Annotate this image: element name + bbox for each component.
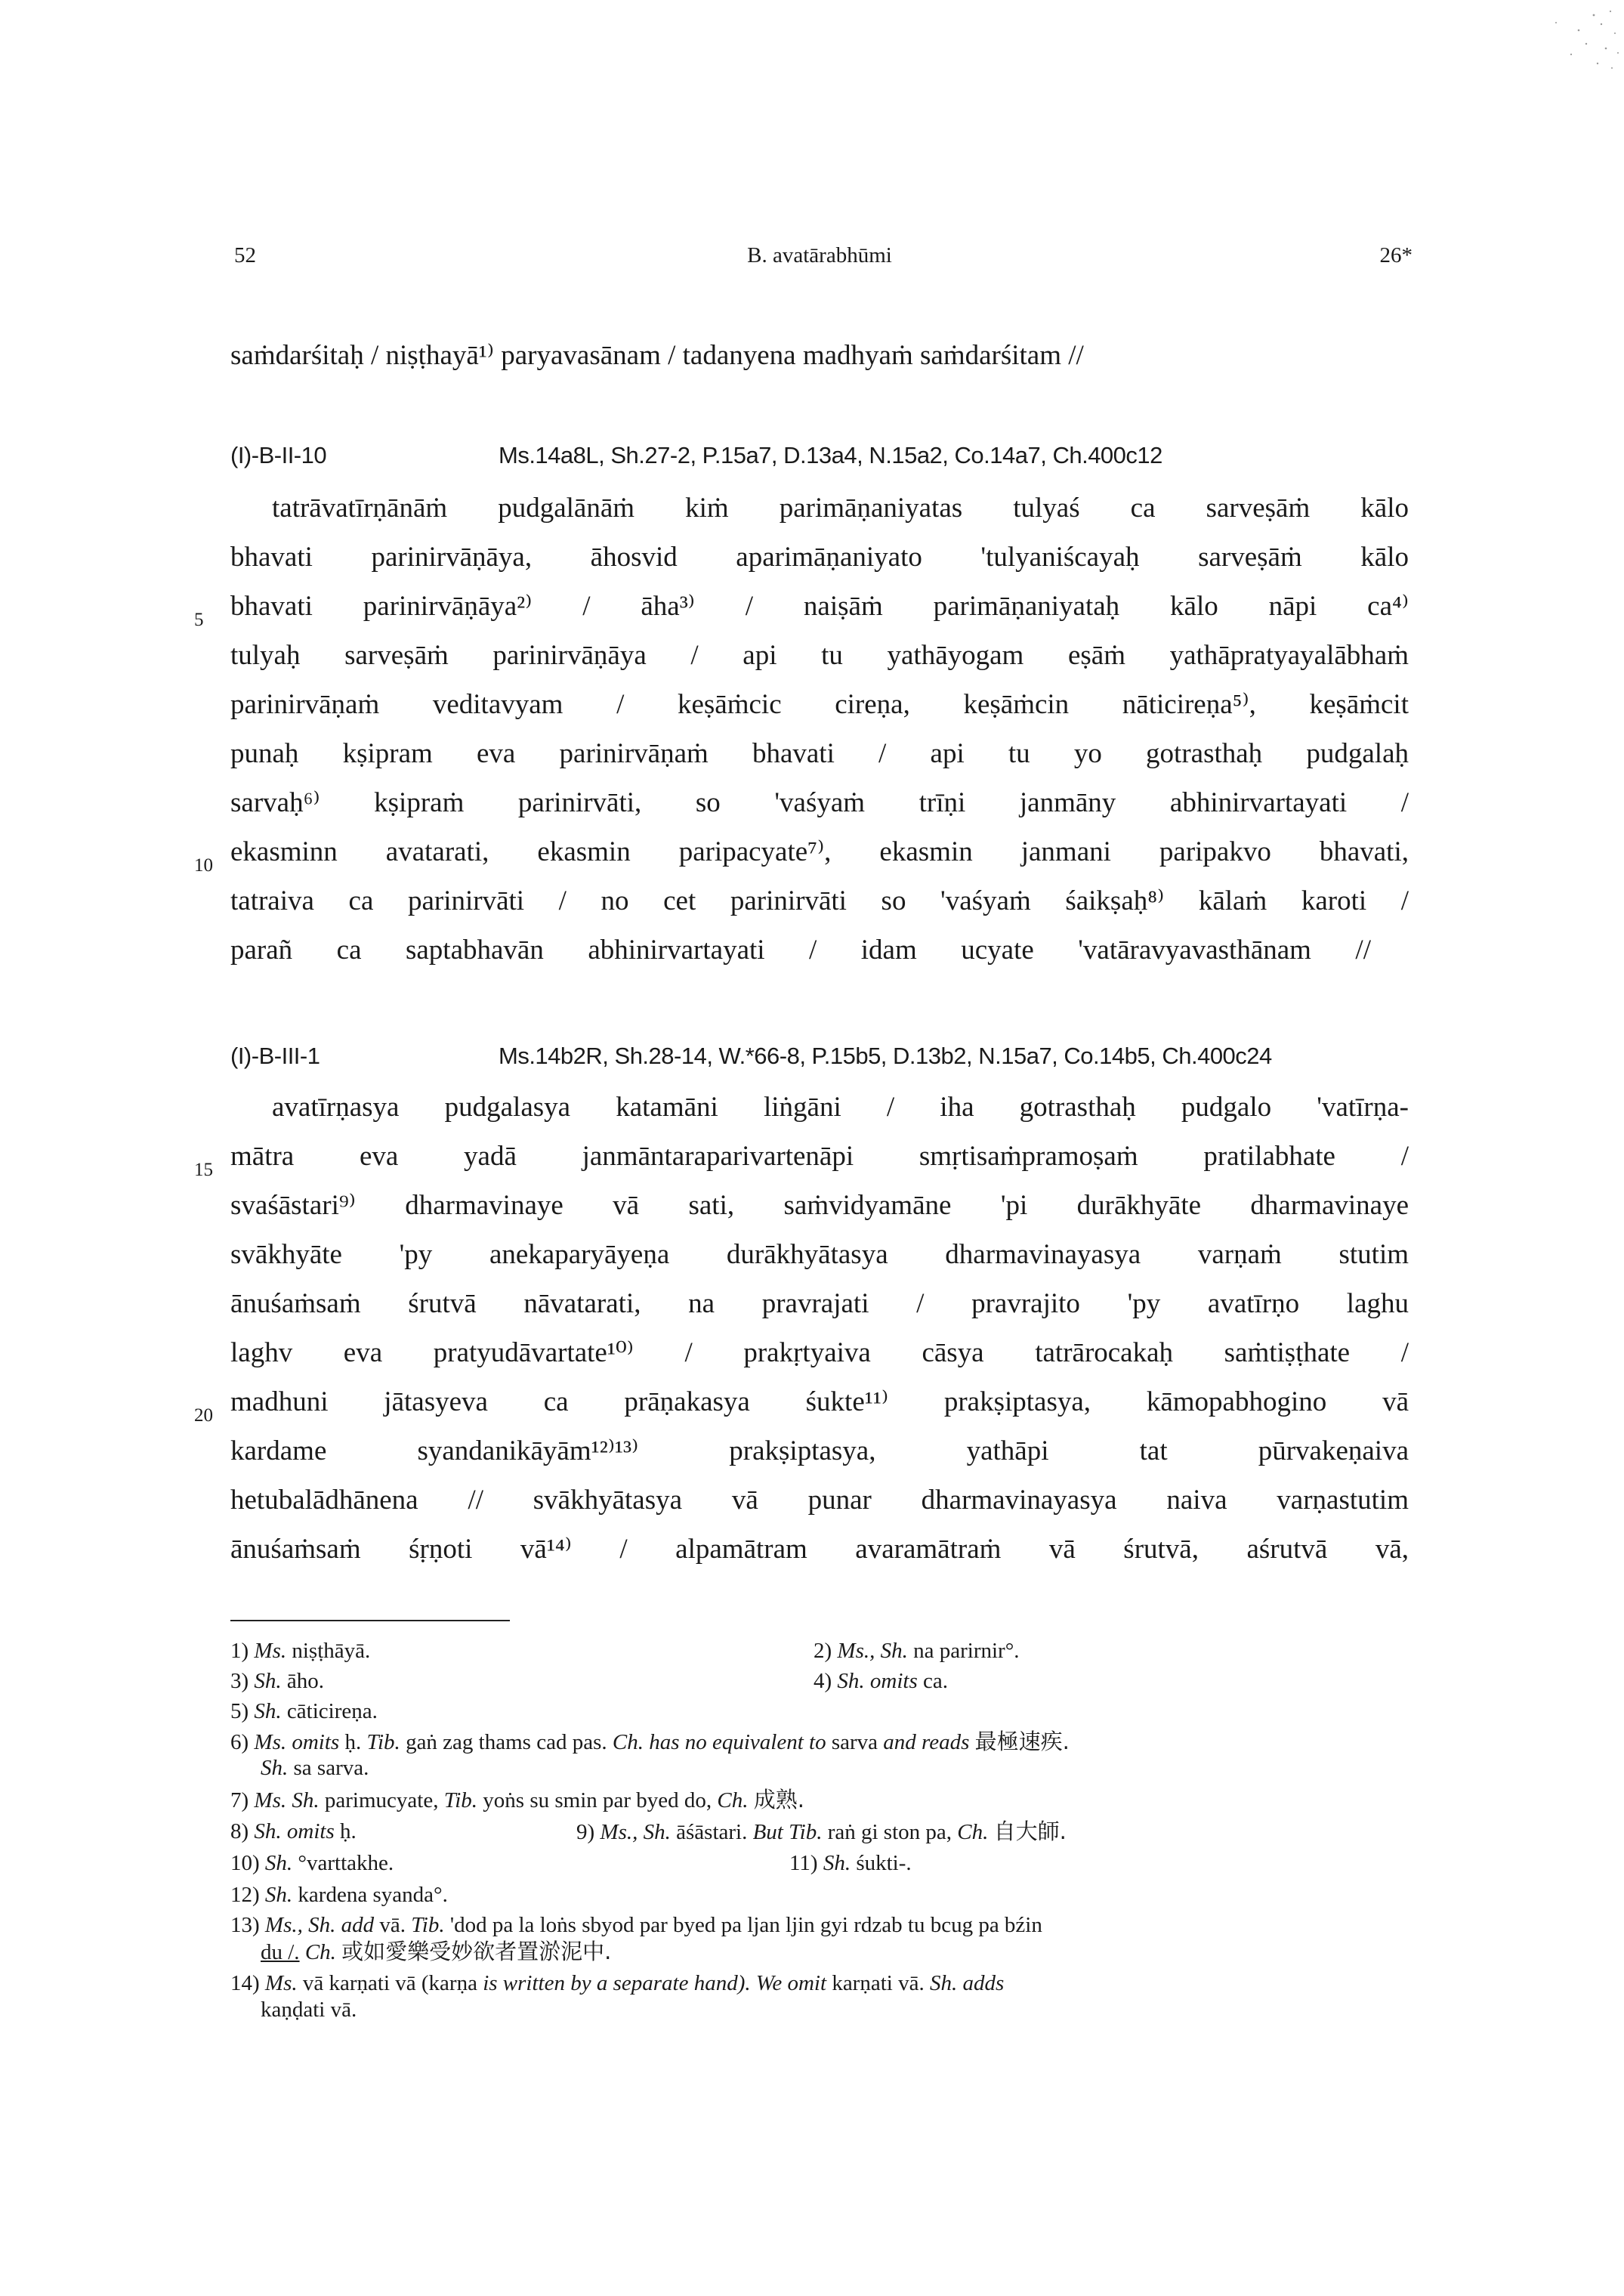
text-line: svaśāstari⁹⁾ dharmavinaye vā sati, saṁvidyamāne 'pi durākhyāte dharmavinaye — [230, 1190, 1409, 1221]
chapter-title: B. avatārabhūmi — [747, 243, 892, 267]
text-line: tulyaḥ sarveṣāṁ parinirvāṇāya / api tu yathāyogam eṣāṁ yathāpratyayalābhaṁ — [230, 640, 1409, 671]
footnote-witness: Sh. adds — [929, 1971, 1005, 1995]
text-line: tatrāvatīrṇānāṁ pudgalānāṁ kiṁ parimāṇaniyatas tulyaś ca sarveṣāṁ kālo — [272, 493, 1409, 524]
footnote-number: 8) — [230, 1819, 249, 1843]
footnote-continuation — [261, 1755, 369, 1781]
running-head — [227, 243, 1413, 281]
footnote-text: ca. — [923, 1669, 949, 1693]
text-line: hetubalādhānena // svākhyātasya vā punar dharmavinayasya naiva varṇastutim — [230, 1485, 1409, 1516]
footnote-number: 7) — [230, 1788, 249, 1812]
footnote-text: °varttakhe. — [298, 1851, 394, 1875]
text-line: mātra eva yadā janmāntaraparivartenāpi smṛtisaṁpramoṣaṁ pratilabhate / — [230, 1141, 1409, 1172]
line-number: 10 — [194, 855, 213, 876]
footnote-witness: Ch. — [717, 1788, 749, 1812]
text-line: parañ ca saptabhavān abhinirvartayati / idam ucyate 'vatāravyavasthānam // — [230, 935, 1371, 966]
text-line: bhavati parinirvāṇāya²⁾ / āha³⁾ / naiṣāṁ parimāṇaniyataḥ kālo nāpi ca⁴⁾ — [230, 591, 1409, 622]
line-number: 5 — [194, 610, 204, 630]
footnote-number: 10) — [230, 1851, 260, 1875]
footnote-witness: Ch. — [304, 1940, 336, 1964]
footnote-number: 9) — [576, 1820, 595, 1844]
footnote-text: du /. — [261, 1940, 300, 1964]
footnote-text: na parirnir°. — [913, 1639, 1020, 1663]
footnote-witness: Sh. — [261, 1756, 289, 1780]
footnote-witness: Ms. — [264, 1971, 298, 1995]
text-line: svākhyāte 'py anekaparyāyeṇa durākhyātasya dharmavinayasya varṇaṁ stutim — [230, 1239, 1409, 1270]
footnote — [576, 1819, 1067, 1846]
footnote-text: raṅ gi ston pa, — [827, 1820, 952, 1844]
footnote — [789, 1850, 912, 1877]
footnote-witness: But Tib. — [752, 1820, 823, 1844]
footnote-text: niṣṭhāyā. — [292, 1639, 371, 1663]
text-line: laghv eva pratyudāvartate¹⁰⁾ / prakṛtyaiva cāsya tatrārocakaḥ saṁtiṣṭhate / — [230, 1337, 1409, 1368]
footnote-witness: Sh. — [823, 1851, 851, 1875]
footnote-text: ḥ. — [344, 1730, 362, 1754]
footnote-continuation — [261, 1939, 611, 1966]
footnote-number: 1) — [230, 1639, 249, 1663]
footnote-witness: Ms. — [254, 1639, 287, 1663]
footnote-witness: Ch. has no equivalent to — [612, 1730, 826, 1754]
footnote — [230, 1912, 1042, 1939]
footnote-rule — [230, 1620, 510, 1621]
footnote — [230, 1970, 1004, 1997]
footnote-text: 'dod pa la loṅs sbyod par byed pa ljan ljin gyi rdzab tu bcug pa bźin — [449, 1913, 1042, 1937]
text-line: kardame syandanikāyām¹²⁾¹³⁾ prakṣiptasya, yathāpi tat pūrvakeṇaiva — [230, 1435, 1409, 1466]
footnote-number: 5) — [230, 1699, 249, 1723]
footnote-text: sarva — [831, 1730, 878, 1754]
footnote-witness: Sh. — [264, 1851, 293, 1875]
footnote-text: vā. — [379, 1913, 406, 1937]
footnote-text: āho. — [286, 1669, 325, 1693]
footnote-number: 12) — [230, 1883, 260, 1907]
text-line: ekasminn avatarati, ekasmin paripacyate⁷⁾, ekasmin janmani paripakvo bhavati, — [230, 836, 1409, 867]
footnote-text: cāticireṇa. — [286, 1699, 378, 1723]
footnote-witness: Ms., Sh. — [600, 1820, 671, 1844]
text-line: parinirvāṇaṁ veditavyam / keṣāṁcic cireṇa, keṣāṁcin nāticireṇa⁵⁾, keṣāṁcit — [230, 689, 1409, 720]
text-line: avatīrṇasya pudgalasya katamāni liṅgāni / iha gotrasthaḥ pudgalo 'vatīrṇa- — [272, 1092, 1409, 1123]
footnote — [230, 1729, 1070, 1756]
footnote-number: 2) — [814, 1639, 832, 1663]
footnote-witness: Tib. — [443, 1788, 478, 1812]
footnote-text: yoṅs su smin par byed do, — [483, 1788, 712, 1812]
footnote-text: ḥ. — [340, 1819, 357, 1843]
footnote-note: is written by a separate hand — [483, 1971, 738, 1995]
footnote — [230, 1787, 804, 1814]
text-line: ānuśaṁsaṁ śṛṇoti vā¹⁴⁾ / alpamātram avaramātraṁ vā śrutvā, aśrutvā vā, — [230, 1534, 1409, 1565]
footnote-text: vā karṇati vā (karṇa — [302, 1971, 477, 1995]
footnote-witness: Ch. — [957, 1820, 989, 1844]
footnote-text: sa sarva. — [293, 1756, 369, 1780]
text-line: madhuni jātasyeva ca prāṇakasya śukte¹¹⁾ prakṣiptasya, kāmopabhogino vā — [230, 1386, 1409, 1417]
text-line: saṁdarśitaḥ / niṣṭhayā¹⁾ paryavasānam / tadanyena madhyaṁ saṁdarśitam // — [230, 340, 1084, 371]
footnote-text: karṇati vā. — [832, 1971, 925, 1995]
line-number: 20 — [194, 1405, 213, 1426]
footnote-witness: Ms. omits — [254, 1730, 340, 1754]
footnote-number: 14) — [230, 1971, 260, 1995]
footnote-witness: Sh. — [264, 1883, 293, 1907]
footnote — [230, 1850, 394, 1877]
footnote-number: 13) — [230, 1913, 260, 1937]
footnote-text: parimucyate, — [324, 1788, 439, 1812]
footnote — [230, 1668, 324, 1695]
footnote-text: gaṅ zag thams cad pas. — [406, 1730, 607, 1754]
scan-noise — [1443, 0, 1624, 91]
footnote — [230, 1638, 370, 1664]
text-line: bhavati parinirvāṇāya, āhosvid aparimāṇaniyato 'tulyaniścayaḥ sarveṣāṁ kālo — [230, 542, 1409, 573]
footnote-witness: Sh. — [254, 1669, 282, 1693]
footnote-witness: Ms., Sh. add — [264, 1913, 375, 1937]
footnote-chinese: 自大師. — [993, 1819, 1067, 1844]
footnote — [230, 1819, 357, 1845]
footnote-witness: Tib. — [366, 1730, 400, 1754]
line-number: 15 — [194, 1160, 213, 1180]
footnote-text: āśāstari. — [676, 1820, 748, 1844]
footnote-number: 6) — [230, 1730, 249, 1754]
text-line: tatraiva ca parinirvāti / no cet parinirvāti so 'vaśyaṁ śaikṣaḥ⁸⁾ kālaṁ karoti / — [230, 885, 1409, 916]
footnote — [814, 1638, 1020, 1664]
footnote-continuation — [261, 1997, 357, 2023]
footnote-witness: Sh. — [254, 1699, 282, 1723]
footnote-text: śukti-. — [856, 1851, 912, 1875]
footnote-text: kardena syanda°. — [298, 1883, 448, 1907]
footnote-witness: Ms., Sh. — [837, 1639, 908, 1663]
page-number: 52 — [234, 243, 256, 267]
text-line: punaḥ kṣipram eva parinirvāṇaṁ bhavati / api tu yo gotrasthaḥ pudgalaḥ — [230, 738, 1409, 769]
section-id: (I)-B-III-1 — [230, 1043, 320, 1069]
footnote-witness: Sh. omits — [837, 1669, 918, 1693]
footnote-note: ). We omit — [737, 1971, 827, 1995]
footnote-witness: Tib. — [411, 1913, 445, 1937]
footnote-chinese: 最極速疾. — [974, 1729, 1070, 1754]
footnote — [230, 1882, 448, 1908]
section-id: (I)-B-II-10 — [230, 442, 327, 468]
footnote-witness: Ms. Sh. — [254, 1788, 320, 1812]
footnote-number: 3) — [230, 1669, 249, 1693]
folio-number: 26* — [1379, 243, 1413, 267]
footnote-number: 4) — [814, 1669, 832, 1693]
section-references: Ms.14b2R, Sh.28-14, W.*66-8, P.15b5, D.13b2, N.15a7, Co.14b5, Ch.400c24 — [499, 1043, 1272, 1069]
footnote-chinese: 或如愛樂受妙欲者置淤泥中. — [341, 1939, 612, 1964]
footnote-text: kaṇḍati vā. — [261, 1998, 357, 2022]
footnote-number: 11) — [789, 1851, 818, 1875]
footnote-witness: Sh. omits — [254, 1819, 335, 1843]
footnote — [230, 1698, 378, 1725]
footnote-chinese: 成熟. — [753, 1787, 804, 1812]
text-line: sarvaḥ⁶⁾ kṣipraṁ parinirvāti, so 'vaśyaṁ trīṇi janmāny abhinirvartayati / — [230, 787, 1409, 818]
footnote — [814, 1668, 948, 1695]
text-line: ānuśaṁsaṁ śrutvā nāvatarati, na pravrajati / pravrajito 'py avatīrṇo laghu — [230, 1288, 1409, 1319]
footnote-note: and reads — [883, 1730, 970, 1754]
section-references: Ms.14a8L, Sh.27-2, P.15a7, D.13a4, N.15a2, Co.14a7, Ch.400c12 — [499, 442, 1162, 468]
